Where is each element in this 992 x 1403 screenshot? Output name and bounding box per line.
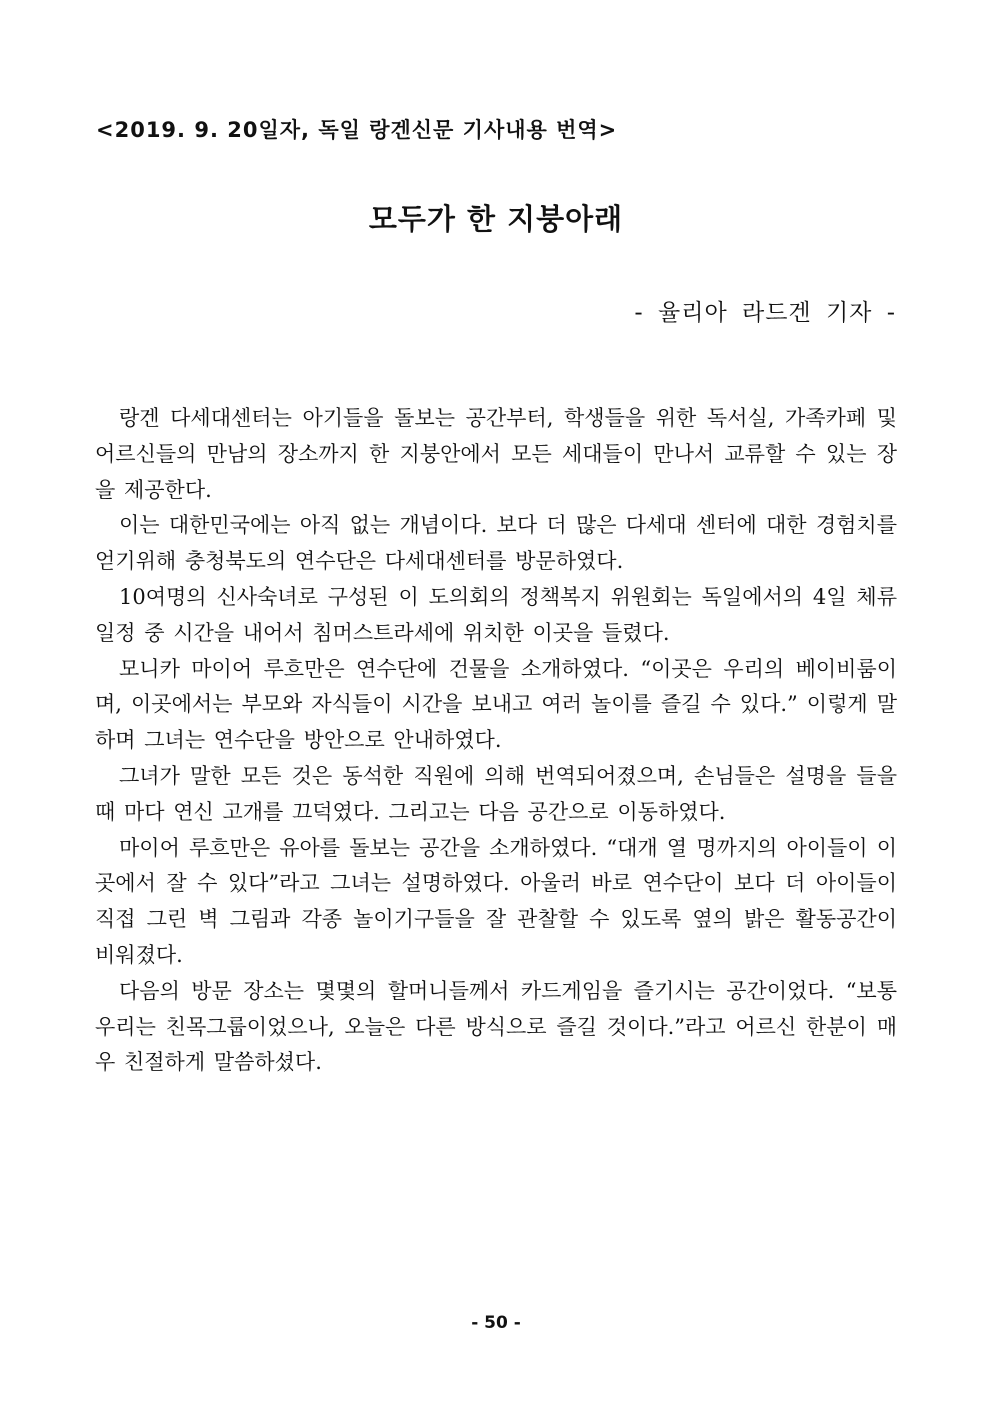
page-number: - 50 -: [471, 1313, 521, 1333]
article-paragraph: 모니카 마이어 루흐만은 연수단에 건물을 소개하였다. “이곳은 우리의 베이비룸이며, 이곳에서는 부모와 자식들이 시간을 보내고 여러 놀이를 즐길 수 있다.” 이렇게 말하며 그녀는 연수단을 방안으로 안내하였다.: [95, 656, 897, 753]
article-byline: - 율리아 라드겐 기자 -: [634, 300, 896, 326]
article-title: 모두가 한 지붕아래: [368, 202, 624, 236]
article-paragraph: 랑겐 다세대센터는 아기들을 돌보는 공간부터, 학생들을 위한 독서실, 가족카페 및 어르신들의 만남의 장소까지 한 지붕안에서 모든 세대들이 만나서 교류할 수 있는 장을 제공한다.: [95, 406, 897, 502]
article-paragraph: 그녀가 말한 모든 것은 동석한 직원에 의해 번역되어졌으며, 손님들은 설명을 들을 때 마다 연신 고개를 끄덕였다. 그리고는 다음 공간으로 이동하였다.: [95, 763, 897, 824]
article-body: [95, 401, 897, 1081]
article-paragraph: 다음의 방문 장소는 몇몇의 할머니들께서 카드게임을 즐기시는 공간이었다. “보통 우리는 친목그룹이었으나, 오늘은 다른 방식으로 즐길 것이다.”라고 어르신 한분이 매우 친절하게 말씀하셨다.: [95, 978, 897, 1075]
article-paragraph: 마이어 루흐만은 유아를 돌보는 공간을 소개하였다. “대개 열 명까지의 아이들이 이곳에서 잘 수 있다”라고 그녀는 설명하였다. 아울러 바로 연수단이 보다 더 아이들이 직접 그린 벽 그림과 각종 놀이기구들을 잘 관찰할 수 있도록 옆의 밝은 활동공간이 비워졌다.: [95, 835, 897, 967]
article-date-header: <2019. 9. 20일자, 독일 랑겐신문 기사내용 번역>: [96, 118, 618, 142]
article-paragraph: 10여명의 신사숙녀로 구성된 이 도의회의 정책복지 위원회는 독일에서의 4일 체류 일정 중 시간을 내어서 침머스트라세에 위치한 이곳을 들렸다.: [95, 584, 897, 645]
article-paragraph: 이는 대한민국에는 아직 없는 개념이다. 보다 더 많은 다세대 센터에 대한 경험치를 얻기위해 충청북도의 연수단은 다세대센터를 방문하였다.: [95, 513, 897, 574]
